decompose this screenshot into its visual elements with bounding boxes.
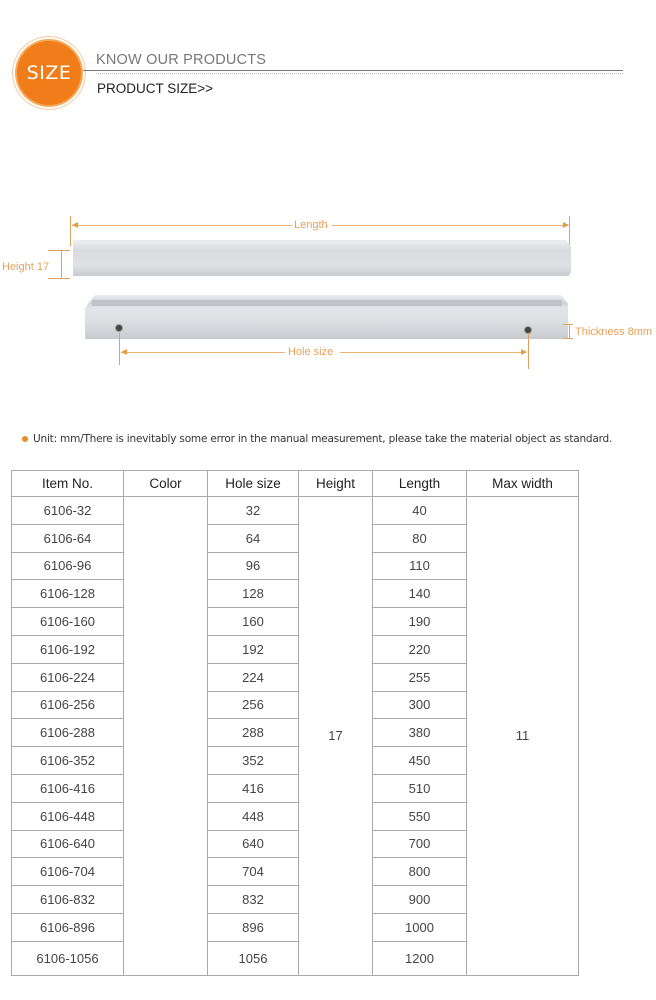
item-cell: 6106-832 — [12, 886, 124, 914]
length-cell: 40 — [373, 497, 467, 525]
length-cell: 300 — [373, 691, 467, 719]
unit-note-text: Unit: mm/There is inevitably some error in the manual measurement, please take the material object as standard. — [33, 433, 613, 445]
height-line — [61, 250, 62, 278]
thickness-top-tick — [563, 324, 573, 325]
item-cell: 6106-416 — [12, 774, 124, 802]
item-cell: 6106-288 — [12, 719, 124, 747]
handle-front-view — [73, 240, 571, 276]
height-cell: 17 — [299, 497, 373, 976]
header-dotted-divider — [96, 73, 623, 74]
item-cell: 6106-256 — [12, 691, 124, 719]
item-cell: 6106-32 — [12, 497, 124, 525]
thickness-label: Thickness 8mm — [575, 326, 653, 338]
length-right-tick — [569, 216, 570, 246]
hole-size-label: Hole size — [288, 346, 334, 358]
header-item-no: Item No. — [12, 471, 124, 497]
hole-line-right — [340, 352, 526, 353]
hole-line-left — [121, 352, 285, 353]
header-hole-size: Hole size — [208, 471, 299, 497]
hole-cell: 448 — [208, 802, 299, 830]
item-cell: 6106-640 — [12, 830, 124, 858]
thickness-line — [569, 324, 570, 338]
hole-cell: 352 — [208, 747, 299, 775]
bullet-dot-icon — [22, 436, 28, 442]
thickness-bottom-tick — [563, 338, 573, 339]
item-cell: 6106-96 — [12, 552, 124, 580]
length-cell: 80 — [373, 524, 467, 552]
unit-note — [22, 433, 612, 445]
length-cell: 190 — [373, 608, 467, 636]
hole-cell: 896 — [208, 913, 299, 941]
hole-cell: 128 — [208, 580, 299, 608]
length-cell: 255 — [373, 663, 467, 691]
hole-cell: 416 — [208, 774, 299, 802]
hole-cell: 96 — [208, 552, 299, 580]
hole-cell: 192 — [208, 635, 299, 663]
item-cell: 6106-192 — [12, 635, 124, 663]
length-line-left — [72, 225, 292, 226]
header-divider — [83, 70, 623, 71]
hole-cell: 832 — [208, 886, 299, 914]
hole-cell: 704 — [208, 858, 299, 886]
length-line-right — [332, 225, 568, 226]
item-cell: 6106-352 — [12, 747, 124, 775]
item-cell: 6106-448 — [12, 802, 124, 830]
length-cell: 800 — [373, 858, 467, 886]
size-table — [11, 470, 579, 976]
section-title: KNOW OUR PRODUCTS — [96, 52, 267, 68]
header-max-width: Max width — [467, 471, 579, 497]
size-badge — [17, 41, 81, 105]
length-label: Length — [294, 219, 328, 231]
height-top-tick — [48, 250, 70, 251]
section-subtitle: PRODUCT SIZE>> — [97, 81, 214, 96]
hole-cell: 640 — [208, 830, 299, 858]
height-label: Height 17 — [2, 261, 50, 273]
length-cell: 110 — [373, 552, 467, 580]
item-cell: 6106-64 — [12, 524, 124, 552]
header-color: Color — [124, 471, 208, 497]
length-cell: 140 — [373, 580, 467, 608]
mount-hole-left-icon — [115, 324, 123, 332]
hole-cell: 288 — [208, 719, 299, 747]
hole-cell: 64 — [208, 524, 299, 552]
hole-cell: 256 — [208, 691, 299, 719]
item-cell: 6106-1056 — [12, 941, 124, 975]
hole-left-tick — [119, 333, 120, 365]
color-cell — [124, 497, 208, 976]
arrow-left-icon — [121, 349, 127, 355]
table-row — [12, 497, 579, 525]
header-length: Length — [373, 471, 467, 497]
hole-cell: 160 — [208, 608, 299, 636]
length-cell: 510 — [373, 774, 467, 802]
length-cell: 380 — [373, 719, 467, 747]
item-cell: 6106-704 — [12, 858, 124, 886]
length-cell: 1000 — [373, 913, 467, 941]
hole-right-tick — [528, 333, 529, 369]
length-cell: 1200 — [373, 941, 467, 975]
header-height: Height — [299, 471, 373, 497]
length-cell: 220 — [373, 635, 467, 663]
height-bottom-tick — [48, 278, 70, 279]
handle-front-highlight — [73, 240, 566, 244]
arrow-right-icon — [521, 349, 527, 355]
item-cell: 6106-896 — [12, 913, 124, 941]
length-cell: 700 — [373, 830, 467, 858]
hole-cell: 1056 — [208, 941, 299, 975]
arrow-left-icon — [72, 222, 78, 228]
hole-cell: 224 — [208, 663, 299, 691]
length-cell: 550 — [373, 802, 467, 830]
max-width-cell: 11 — [467, 497, 579, 976]
length-cell: 900 — [373, 886, 467, 914]
hole-cell: 32 — [208, 497, 299, 525]
item-cell: 6106-160 — [12, 608, 124, 636]
item-cell: 6106-128 — [12, 580, 124, 608]
item-cell: 6106-224 — [12, 663, 124, 691]
size-badge-label: SIZE — [26, 62, 72, 84]
table-header-row — [12, 471, 579, 497]
arrow-right-icon — [563, 222, 569, 228]
handle-back-lip — [92, 300, 562, 306]
length-cell: 450 — [373, 747, 467, 775]
length-left-tick — [70, 216, 71, 246]
